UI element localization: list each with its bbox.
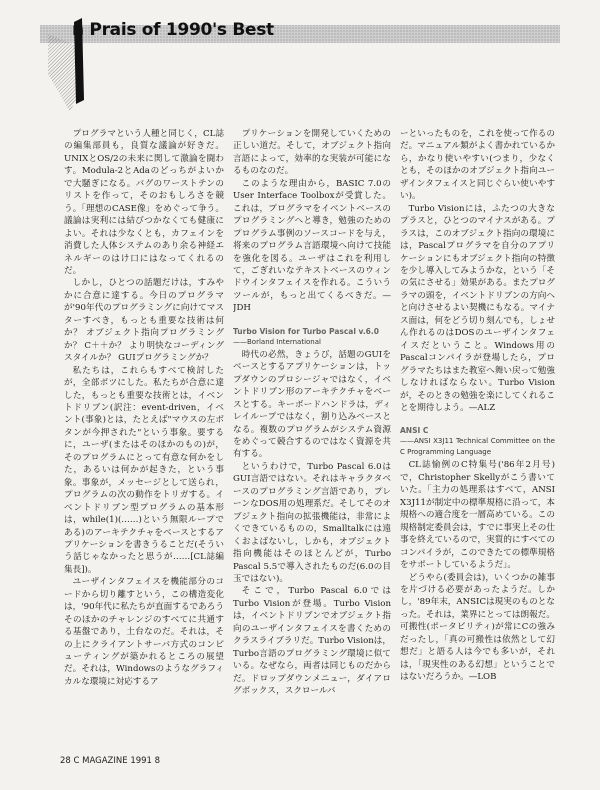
section-byline-borland: ——Borland International bbox=[233, 337, 321, 346]
section-byline-ansi: ——ANSI X3J11 Technical Committee on the C Programming Language bbox=[400, 437, 555, 457]
paragraph: そこで，Turbo Pascal 6.0ではTurbo Visionが登場。Turbo Visionは，イベントドリブンでオブジェクト指向のユーザインタフェイスを書くためのクラスライブラリだ。Turbo Visionは，Turbo言語のプログラミング環境に似ている。なぜなら，両者は同じものだからだ。ドロップダウンメニュー，ダイアログボックス，スクロールバ bbox=[233, 586, 391, 697]
page-title: n Prais of 1990's Best bbox=[72, 20, 274, 40]
page-header bbox=[0, 0, 600, 120]
paragraph: プリケーションを開発していくための正しい道だ。そして，オブジェクト指向言語によって，効率的な実装が可能になるものなのだ。 bbox=[233, 129, 391, 177]
paragraph: CL誌愉例のC特集号('86年2月号)で，Christopher Skellyがこう書いていた。「主力の処理系はすべて，ANSI X3J11が制定中の標準規格に沿って，本規格への適合度を一層高めている。この規格制定委員会は，すでに事実上その仕事を終えているので，実質的にすべてのコンパイラが，このできたての標準規格をサポートしているようだ」。 bbox=[400, 460, 555, 571]
paragraph: このような理由から，BASIC 7.0のUser Interface Toolboxが受賞した。これは，プログラマをイベントベースのプログラミングへと導き，勉強のためのプログラム事例のソースコードを与え，将来のプログラム言語環境へ向けて技能を強化を図る。ユーザはこれを利用して，ごぎれいなテキストベースのウィンドウインタフェイスを作れる。こういうツールが，もっと出てくるべきだ。—JDH bbox=[233, 178, 391, 314]
paragraph: プログラマという人種と同じく，CL誌の編集部員も，良質な議論が好きだ。UNIXとOS/2の未来に関して激論を闘わす。Modula-2とAdaのどっちがよいかで大騒ぎになる。バグのワーストテンのリストを作って，そのおもしろさを競う。「理想のCASE像」をめぐって争う。議論は実利には結びつかなくても健康によい。それは少なくとも，カフェインを消費した人体システムのあり余る神経エネルギーのはけ口にはなってくれるのだ。 bbox=[64, 129, 224, 276]
paragraph: ーといったものを，これを使って作るのだ。マニュアル類がよく書かれているから，かなり使いやすい(つまり，少なくとも，そのほかのオブジェクト指向ユーザインタフェイスと同じぐらい使いやすい)。 bbox=[400, 129, 555, 202]
paragraph: 私たちは，これらもすべて検討したが，全部ボツにした。私たちが合意に達した，もっとも重要な技術とは，イベントドリブン(訳注：event-driven，イベント(事象)とは，たとえば"マウスの左ボタンが今押された"という事象。要するに，ユーザ(またはそのほかのもの)が，そのプログラムにとって有意な何かをした，あるいは何かが起きた，という事象。事象が，メッセージとして送られ，プログラムの次の動作をトリガする。イベントドリブン型プログラムの基本形は，while(1)(……)という無限ループである)のアーキテクチャをベースとするアプリケーションを書きうることだ(そういう話じゃなかったと思うが……[CL誌編集長])。 bbox=[64, 365, 224, 575]
paragraph: しかし，ひとつの話題だけは，すみやかに合意に達する。今日のプログラマが'90年代のプログラミングに向けてマスターすべき，もっとも重要な技術は何か？ オブジェクト指向プログラミングか？ C＋＋か？ より明快なコーディングスタイルか？ GUIプログラミングか？ bbox=[64, 278, 224, 364]
page-footer: 28 C MAGAZINE 1991 8 bbox=[60, 756, 161, 766]
section-heading-ansi-c: ANSI C bbox=[400, 426, 429, 436]
article-column-2 bbox=[233, 128, 391, 743]
paragraph: 時代の必然，きょうび，話題のGUIをベースとするアプリケーションは，トップダウンのプロシージャではなく，イベントドリブン形のアーキテクチャをベースとする。キーボードハンドラは，ディレイループではなく，割り込みベースとなる。複数のプログラムがシステム資源をめぐって競合するのではなく資源を共有する。 bbox=[233, 349, 391, 460]
paragraph: というわけで，Turbo Pascal 6.0はGUI言語ではない。それはキャラクタベースのプログラミング言語であり，プレーンなDOS用の処理系だ。そしてそのオブジェクト指向の拡張機能は，非常によくできているものの，Smalltalkには遠くおよばないし，しかも，オブジェクト指向機能はそのほとんどが，Turbo Pascal 5.5で導入されたものだ(6.0の目玉ではない)。 bbox=[233, 461, 391, 584]
article-column-3 bbox=[400, 128, 555, 743]
paragraph: Turbo Visionには，ふたつの大きなプラスと，ひとつのマイナスがある。プラスは，このオブジェクト指向の環境には，Pascalプログラマを自分のアプリケーションにもオブジェクト指向の特徴を少し導入してみようかな，という「その気にさせる」効果がある。またプログラマの頭を，イベントドリブンの方向へと向けさせるよい契機にもなる。マイナス面は，何をどう切り刻んでも，しょせん作れるのはDOSのユーザインタフェイスだということ。Windows用のPascalコンパイラが登場したら，プログラマたちはまた教室へ舞い戻って勉強しなければならない。Turbo Visionが，そのときの勉強を楽にしてくれることを期待しよう。—ALZ bbox=[400, 203, 555, 413]
paragraph: どうやら(委員会は)，いくつかの雑事を片づける必要があったようだ。しかし，'89年末，ANSICは現実のものとなった。それは，業界にとっては朗報だ。可搬性(ポータビリティ)が常にCの強みだったし，「真の可搬性は依然として幻想だ」と語る人は今でも多いが，それは，「現実性のある幻想」ということではないだろうか。—LOB bbox=[400, 572, 555, 683]
section-heading-turbo-vision: Turbo Vision for Turbo Pascal v.6.0 bbox=[233, 326, 379, 336]
paragraph: ユーザインタフェイスを機能部分のコードから切り離すという，この構造変化は，'90年代に私たちが直面するであろうそのほかのチャレンジのすべてに共通する基盤であり，土台なのだ。それは，その上にクライアントサーバ方式のコンピューティングが築かれるところの展望だ。それは，Windowsのようなグラフィカルな環境に対応するア bbox=[64, 577, 224, 687]
article-column-1 bbox=[64, 128, 224, 743]
